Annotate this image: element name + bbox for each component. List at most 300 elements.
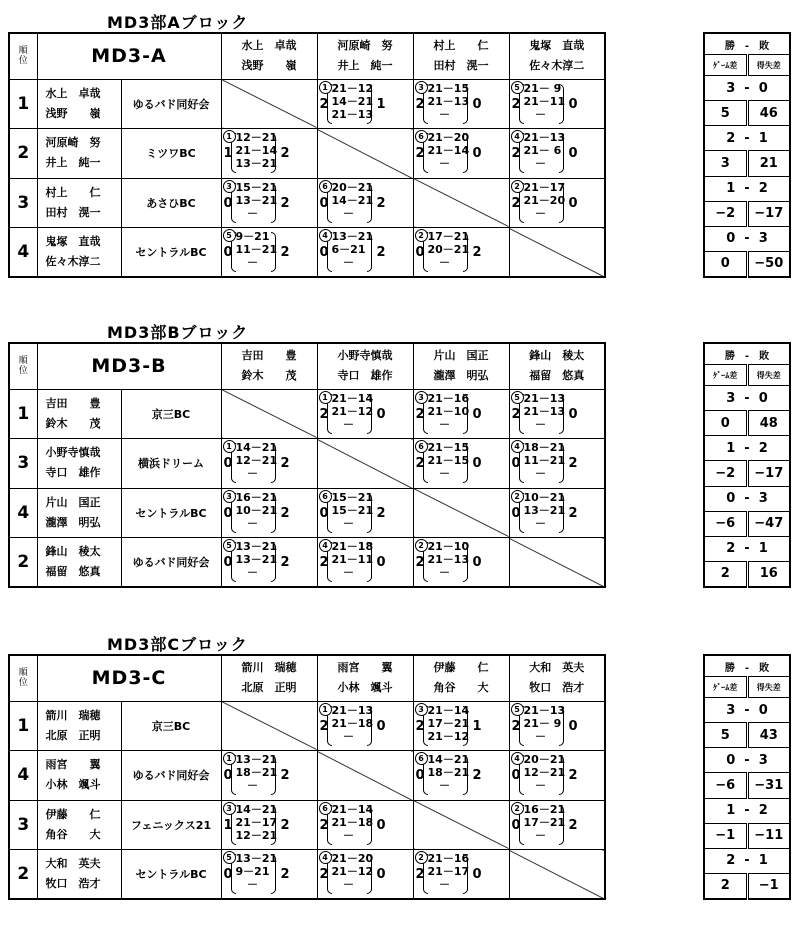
point-diff: −47 — [747, 511, 790, 536]
match-number: 1 — [223, 130, 236, 143]
win-loss-record: 1 - 2 — [704, 798, 790, 823]
game-score: 21－17 — [523, 180, 566, 194]
match-number: 6 — [319, 490, 332, 503]
game-score: － — [439, 417, 450, 431]
games-won: 2 — [319, 96, 329, 112]
game-score: － — [535, 206, 546, 220]
game-score: 21－11 — [523, 94, 566, 108]
pair-cell — [37, 79, 121, 128]
point-diff: −11 — [747, 823, 790, 848]
pair-cell — [37, 800, 121, 849]
games-lost: 0 — [376, 817, 386, 833]
block-name: MD3-A — [37, 33, 221, 79]
column-header — [413, 33, 509, 79]
game-diff-header: ｹﾞｰﾑ差 — [704, 365, 747, 386]
games-won: 2 — [319, 718, 329, 734]
block-name: MD3-B — [37, 343, 221, 389]
game-score: 21－12 — [331, 404, 374, 418]
game-score: 21－15 — [427, 441, 470, 455]
games-lost: 2 — [376, 245, 386, 261]
self-cell — [413, 800, 509, 849]
games-won: 0 — [415, 245, 425, 261]
rank-cell: 3 — [9, 800, 37, 849]
table-row — [9, 389, 605, 438]
table-row — [9, 228, 605, 277]
player-name: 北原 正明 — [241, 681, 297, 695]
point-diff: −50 — [747, 251, 790, 277]
match-number: 4 — [511, 130, 524, 143]
game-score: 18－21 — [427, 766, 470, 780]
game-score: 11－21 — [523, 454, 566, 468]
table-row — [9, 488, 605, 537]
club-cell: 横浜ドリーム — [121, 439, 221, 488]
game-score: 21－14 — [235, 144, 278, 158]
wins: 3 — [726, 80, 736, 96]
win-loss-header: 勝 - 敗 — [704, 343, 790, 365]
point-diff-header: 得失差 — [747, 365, 790, 386]
games-won: 0 — [223, 768, 233, 784]
player-name: 角谷 大 — [45, 827, 101, 841]
game-diff: 5 — [704, 101, 747, 126]
game-score: 21－13 — [523, 131, 566, 145]
game-score: － — [535, 107, 546, 121]
match-number: 3 — [415, 81, 428, 94]
pair-cell — [37, 488, 121, 537]
column-header — [317, 33, 413, 79]
match-result — [509, 79, 605, 128]
win-loss-header: 勝 - 敗 — [704, 33, 790, 55]
player-name: 伊藤 仁 — [433, 661, 489, 675]
player-name: 大和 英夫 — [529, 661, 585, 675]
games-lost: 2 — [280, 456, 290, 472]
rank-cell: 4 — [9, 228, 37, 277]
club-cell: ゆるバド同好会 — [121, 538, 221, 587]
club-cell: フェニックス21 — [121, 800, 221, 849]
player-name: 寺口 雄作 — [45, 466, 101, 480]
games-won: 2 — [319, 817, 329, 833]
match-number: 5 — [511, 703, 524, 716]
point-diff: 43 — [747, 723, 790, 748]
match-number: 5 — [511, 81, 524, 94]
game-diff: −2 — [704, 461, 747, 486]
game-score: － — [343, 828, 355, 842]
player-name: 水上 卓哉 — [45, 87, 101, 101]
game-diff: −6 — [704, 511, 747, 536]
losses: 3 — [758, 491, 768, 507]
block-2 — [0, 632, 800, 912]
table-row — [9, 439, 605, 488]
game-diff: −2 — [704, 201, 747, 226]
game-diff: 5 — [704, 723, 747, 748]
game-score: － — [439, 107, 450, 121]
game-score: 21－13 — [331, 107, 374, 121]
match-result — [413, 439, 509, 488]
losses: 1 — [758, 130, 768, 146]
match-result — [221, 439, 317, 488]
games-won: 0 — [511, 505, 521, 521]
games-won: 2 — [511, 96, 521, 112]
wins: 1 — [726, 803, 736, 819]
games-lost: 0 — [376, 406, 386, 422]
self-cell — [509, 228, 605, 277]
match-result — [221, 538, 317, 587]
games-won: 2 — [511, 146, 521, 162]
rank-cell: 4 — [9, 488, 37, 537]
game-score: 21－18 — [331, 815, 374, 829]
table-row — [9, 751, 605, 800]
games-lost: 2 — [280, 146, 290, 162]
games-won: 0 — [319, 195, 329, 211]
games-won: 0 — [319, 505, 329, 521]
block-title: MD3部Cブロック — [107, 635, 248, 654]
table-row — [9, 538, 605, 587]
game-score: 21－16 — [427, 391, 470, 405]
match-result — [413, 389, 509, 438]
game-score: － — [439, 779, 451, 793]
column-header — [317, 655, 413, 701]
games-lost: 0 — [568, 718, 578, 734]
player-name: 片山 国正 — [45, 495, 101, 509]
block-0 — [0, 10, 800, 290]
table-row — [9, 178, 605, 227]
table-row — [9, 850, 605, 899]
match-result — [317, 850, 413, 899]
point-diff-header: 得失差 — [747, 55, 790, 76]
losses: 2 — [758, 440, 768, 456]
win-loss-record: 1 - 2 — [704, 176, 790, 201]
game-score: － — [535, 729, 547, 743]
game-score: － — [439, 467, 450, 481]
games-won: 2 — [319, 555, 329, 571]
games-lost: 0 — [472, 867, 482, 883]
game-score: 21－12 — [331, 865, 374, 879]
match-result — [509, 701, 605, 750]
games-lost: 2 — [280, 505, 290, 521]
game-score: 17－21 — [427, 230, 470, 244]
rank-cell: 3 — [9, 439, 37, 488]
results-table — [8, 32, 606, 278]
point-diff: −17 — [747, 461, 790, 486]
match-number: 2 — [511, 802, 524, 815]
player-name: 箭川 瑞穂 — [241, 661, 297, 675]
game-score: 21－16 — [427, 852, 470, 866]
results-table — [8, 654, 606, 900]
game-score: 14－21 — [331, 193, 374, 207]
game-score: 21－20 — [427, 131, 470, 145]
games-won: 0 — [511, 768, 521, 784]
game-score: 21－15 — [427, 454, 470, 468]
wins: 3 — [726, 390, 736, 406]
game-score: 21－18 — [331, 540, 374, 554]
rank-cell: 3 — [9, 178, 37, 227]
match-result — [509, 439, 605, 488]
wins: 0 — [726, 491, 736, 507]
column-header — [317, 343, 413, 389]
games-lost: 2 — [568, 456, 578, 472]
club-cell: 京三BC — [121, 701, 221, 750]
match-number: 6 — [415, 130, 428, 143]
games-won: 0 — [223, 245, 233, 261]
games-lost: 0 — [472, 146, 482, 162]
player-name: 瀧澤 明弘 — [45, 515, 101, 529]
block-1 — [0, 320, 800, 600]
game-score: 21－18 — [331, 716, 374, 730]
player-name: 鬼塚 直哉 — [45, 235, 101, 249]
match-number: 6 — [319, 180, 332, 193]
game-score: 10－21 — [523, 490, 566, 504]
club-cell: ミツワBC — [121, 129, 221, 178]
match-number: 1 — [223, 752, 236, 765]
win-loss-record: 2 - 1 — [704, 126, 790, 151]
match-number: 3 — [223, 490, 236, 503]
match-result — [413, 751, 509, 800]
match-result — [317, 488, 413, 537]
wins: 1 — [726, 181, 736, 197]
player-name: 福留 悠真 — [529, 369, 585, 383]
game-score: 15－21 — [331, 490, 374, 504]
games-won: 2 — [415, 867, 425, 883]
game-score: － — [439, 157, 450, 171]
game-score: － — [247, 566, 258, 580]
games-lost: 2 — [376, 195, 386, 211]
rank-cell: 1 — [9, 79, 37, 128]
player-name: 河原崎 努 — [337, 39, 393, 53]
match-number: 3 — [223, 180, 236, 193]
match-result — [221, 178, 317, 227]
game-score: 21－ 9 — [523, 81, 562, 95]
games-won: 1 — [223, 146, 233, 162]
wins: 3 — [726, 702, 736, 718]
rank-header: 順 位 — [9, 343, 37, 389]
match-result — [413, 228, 509, 277]
win-loss-record: 0 - 3 — [704, 226, 790, 251]
player-name: 村上 仁 — [433, 39, 489, 53]
game-score: － — [343, 516, 354, 530]
games-lost: 0 — [472, 456, 482, 472]
pair-cell — [37, 389, 121, 438]
player-name: 箭川 瑞穂 — [45, 709, 101, 723]
match-result — [413, 701, 509, 750]
match-result — [413, 850, 509, 899]
game-score: 21－20 — [331, 852, 374, 866]
games-won: 0 — [223, 456, 233, 472]
column-header — [221, 33, 317, 79]
game-score: 16－21 — [523, 802, 566, 816]
game-score: 21－12 — [331, 81, 374, 95]
games-lost: 1 — [472, 718, 482, 734]
game-diff-header: ｹﾞｰﾑ差 — [704, 55, 747, 76]
game-diff-header: ｹﾞｰﾑ差 — [704, 677, 747, 698]
column-header — [509, 343, 605, 389]
self-cell — [413, 488, 509, 537]
player-name: 牧口 浩才 — [45, 877, 101, 891]
game-score: － — [247, 467, 258, 481]
player-name: 佐々木淳二 — [529, 59, 585, 73]
column-header — [413, 655, 509, 701]
games-lost: 2 — [280, 867, 290, 883]
games-lost: 2 — [568, 817, 578, 833]
match-result — [509, 488, 605, 537]
self-cell — [221, 79, 317, 128]
club-cell: ゆるバド同好会 — [121, 751, 221, 800]
game-score: 21－13 — [427, 553, 470, 567]
club-cell: ゆるバド同好会 — [121, 79, 221, 128]
losses: 0 — [758, 390, 768, 406]
player-name: 牧口 浩才 — [529, 681, 585, 695]
game-score: 21－13 — [427, 94, 470, 108]
games-lost: 0 — [568, 146, 578, 162]
game-score: 15－21 — [235, 180, 278, 194]
losses: 1 — [758, 853, 768, 869]
game-score: － — [247, 206, 258, 220]
match-number: 5 — [223, 539, 236, 552]
game-score: － — [343, 417, 354, 431]
self-cell — [221, 701, 317, 750]
game-score: 16－21 — [235, 490, 278, 504]
match-result — [317, 701, 413, 750]
games-lost: 2 — [280, 817, 290, 833]
player-name: 鋒山 稜太 — [529, 349, 585, 363]
match-number: 3 — [415, 703, 428, 716]
point-diff: 46 — [747, 101, 790, 126]
game-score: 20－21 — [523, 753, 566, 767]
table-row — [9, 701, 605, 750]
game-score: 11－21 — [235, 243, 278, 257]
losses: 2 — [758, 803, 768, 819]
rank-cell: 4 — [9, 751, 37, 800]
game-score: 21－15 — [427, 81, 470, 95]
games-lost: 0 — [376, 718, 386, 734]
match-result — [221, 800, 317, 849]
games-won: 1 — [223, 817, 233, 833]
games-won: 2 — [415, 456, 425, 472]
player-name: 鈴木 茂 — [45, 417, 101, 431]
match-number: 4 — [511, 440, 524, 453]
match-number: 1 — [319, 81, 332, 94]
game-score: 20－21 — [331, 180, 374, 194]
game-score: 21－10 — [427, 540, 470, 554]
game-score: 21－13 — [523, 404, 566, 418]
match-result — [317, 800, 413, 849]
games-won: 2 — [415, 406, 425, 422]
game-score: 15－21 — [331, 503, 374, 517]
games-won: 0 — [223, 555, 233, 571]
table-row — [9, 129, 605, 178]
match-number: 4 — [319, 539, 332, 552]
match-number: 2 — [415, 539, 428, 552]
game-score: 21－13 — [331, 703, 374, 717]
games-lost: 0 — [568, 195, 578, 211]
rank-cell: 2 — [9, 538, 37, 587]
point-diff: 48 — [747, 411, 790, 436]
match-number: 2 — [415, 851, 428, 864]
game-score: 17－21 — [523, 815, 566, 829]
losses: 2 — [758, 181, 768, 197]
game-score: － — [535, 467, 546, 481]
games-lost: 2 — [472, 245, 482, 261]
game-score: 9－21 — [235, 230, 270, 244]
game-score: 18－21 — [235, 766, 278, 780]
self-cell — [317, 439, 413, 488]
column-header — [221, 343, 317, 389]
match-result — [413, 129, 509, 178]
player-name: 鋒山 稜太 — [45, 545, 101, 559]
game-score: 6－21 — [331, 243, 366, 257]
game-score: － — [343, 206, 354, 220]
game-diff: 0 — [704, 251, 747, 277]
point-diff: −17 — [747, 201, 790, 226]
games-lost: 2 — [472, 768, 482, 784]
game-score: － — [535, 828, 547, 842]
win-loss-record: 2 - 1 — [704, 536, 790, 561]
game-score: 21－20 — [523, 193, 566, 207]
player-name: 田村 滉一 — [45, 205, 101, 219]
player-name: 雨宮 翼 — [337, 661, 393, 675]
player-name: 小林 颯斗 — [337, 681, 393, 695]
losses: 3 — [758, 231, 768, 247]
game-score: 21－14 — [331, 391, 374, 405]
games-won: 0 — [319, 245, 329, 261]
table-row — [9, 79, 605, 128]
game-score: 14－21 — [427, 753, 470, 767]
game-score: 21－13 — [523, 391, 566, 405]
player-name: 大和 英夫 — [45, 857, 101, 871]
player-name: 吉田 豊 — [45, 397, 101, 411]
self-cell — [317, 129, 413, 178]
block-title: MD3部Bブロック — [107, 323, 249, 342]
games-won: 2 — [511, 195, 521, 211]
game-score: 13－21 — [235, 193, 278, 207]
match-number: 6 — [319, 802, 332, 815]
win-loss-record: 3 - 0 — [704, 76, 790, 101]
game-score: 21－11 — [331, 553, 374, 567]
game-score: 13－21 — [235, 852, 278, 866]
game-score: 13－21 — [235, 753, 278, 767]
game-score: － — [247, 256, 258, 270]
games-lost: 2 — [280, 555, 290, 571]
wins: 0 — [726, 231, 736, 247]
game-score: 21－17 — [235, 815, 278, 829]
match-number: 1 — [223, 440, 236, 453]
club-cell: セントラルBC — [121, 488, 221, 537]
game-score: 17－21 — [427, 716, 470, 730]
game-diff: −6 — [704, 773, 747, 798]
match-result — [509, 178, 605, 227]
game-score: － — [343, 566, 354, 580]
player-name: 瀧澤 明弘 — [433, 369, 489, 383]
game-score: 21－14 — [427, 144, 470, 158]
match-number: 2 — [415, 229, 428, 242]
player-name: 寺口 雄作 — [337, 369, 393, 383]
pair-cell — [37, 751, 121, 800]
match-number: 4 — [319, 851, 332, 864]
wins: 0 — [726, 752, 736, 768]
match-number: 5 — [223, 851, 236, 864]
block-title: MD3部Aブロック — [107, 13, 249, 32]
game-score: 12－21 — [235, 131, 278, 145]
games-lost: 2 — [568, 505, 578, 521]
games-lost: 1 — [376, 96, 386, 112]
win-loss-record: 3 - 0 — [704, 386, 790, 411]
match-number: 3 — [415, 391, 428, 404]
game-score: 21－13 — [523, 703, 566, 717]
match-result — [509, 129, 605, 178]
win-loss-record: 0 - 3 — [704, 748, 790, 773]
game-score: － — [247, 779, 259, 793]
player-name: 水上 卓哉 — [241, 39, 297, 53]
standings-table — [703, 342, 791, 588]
match-result — [413, 79, 509, 128]
